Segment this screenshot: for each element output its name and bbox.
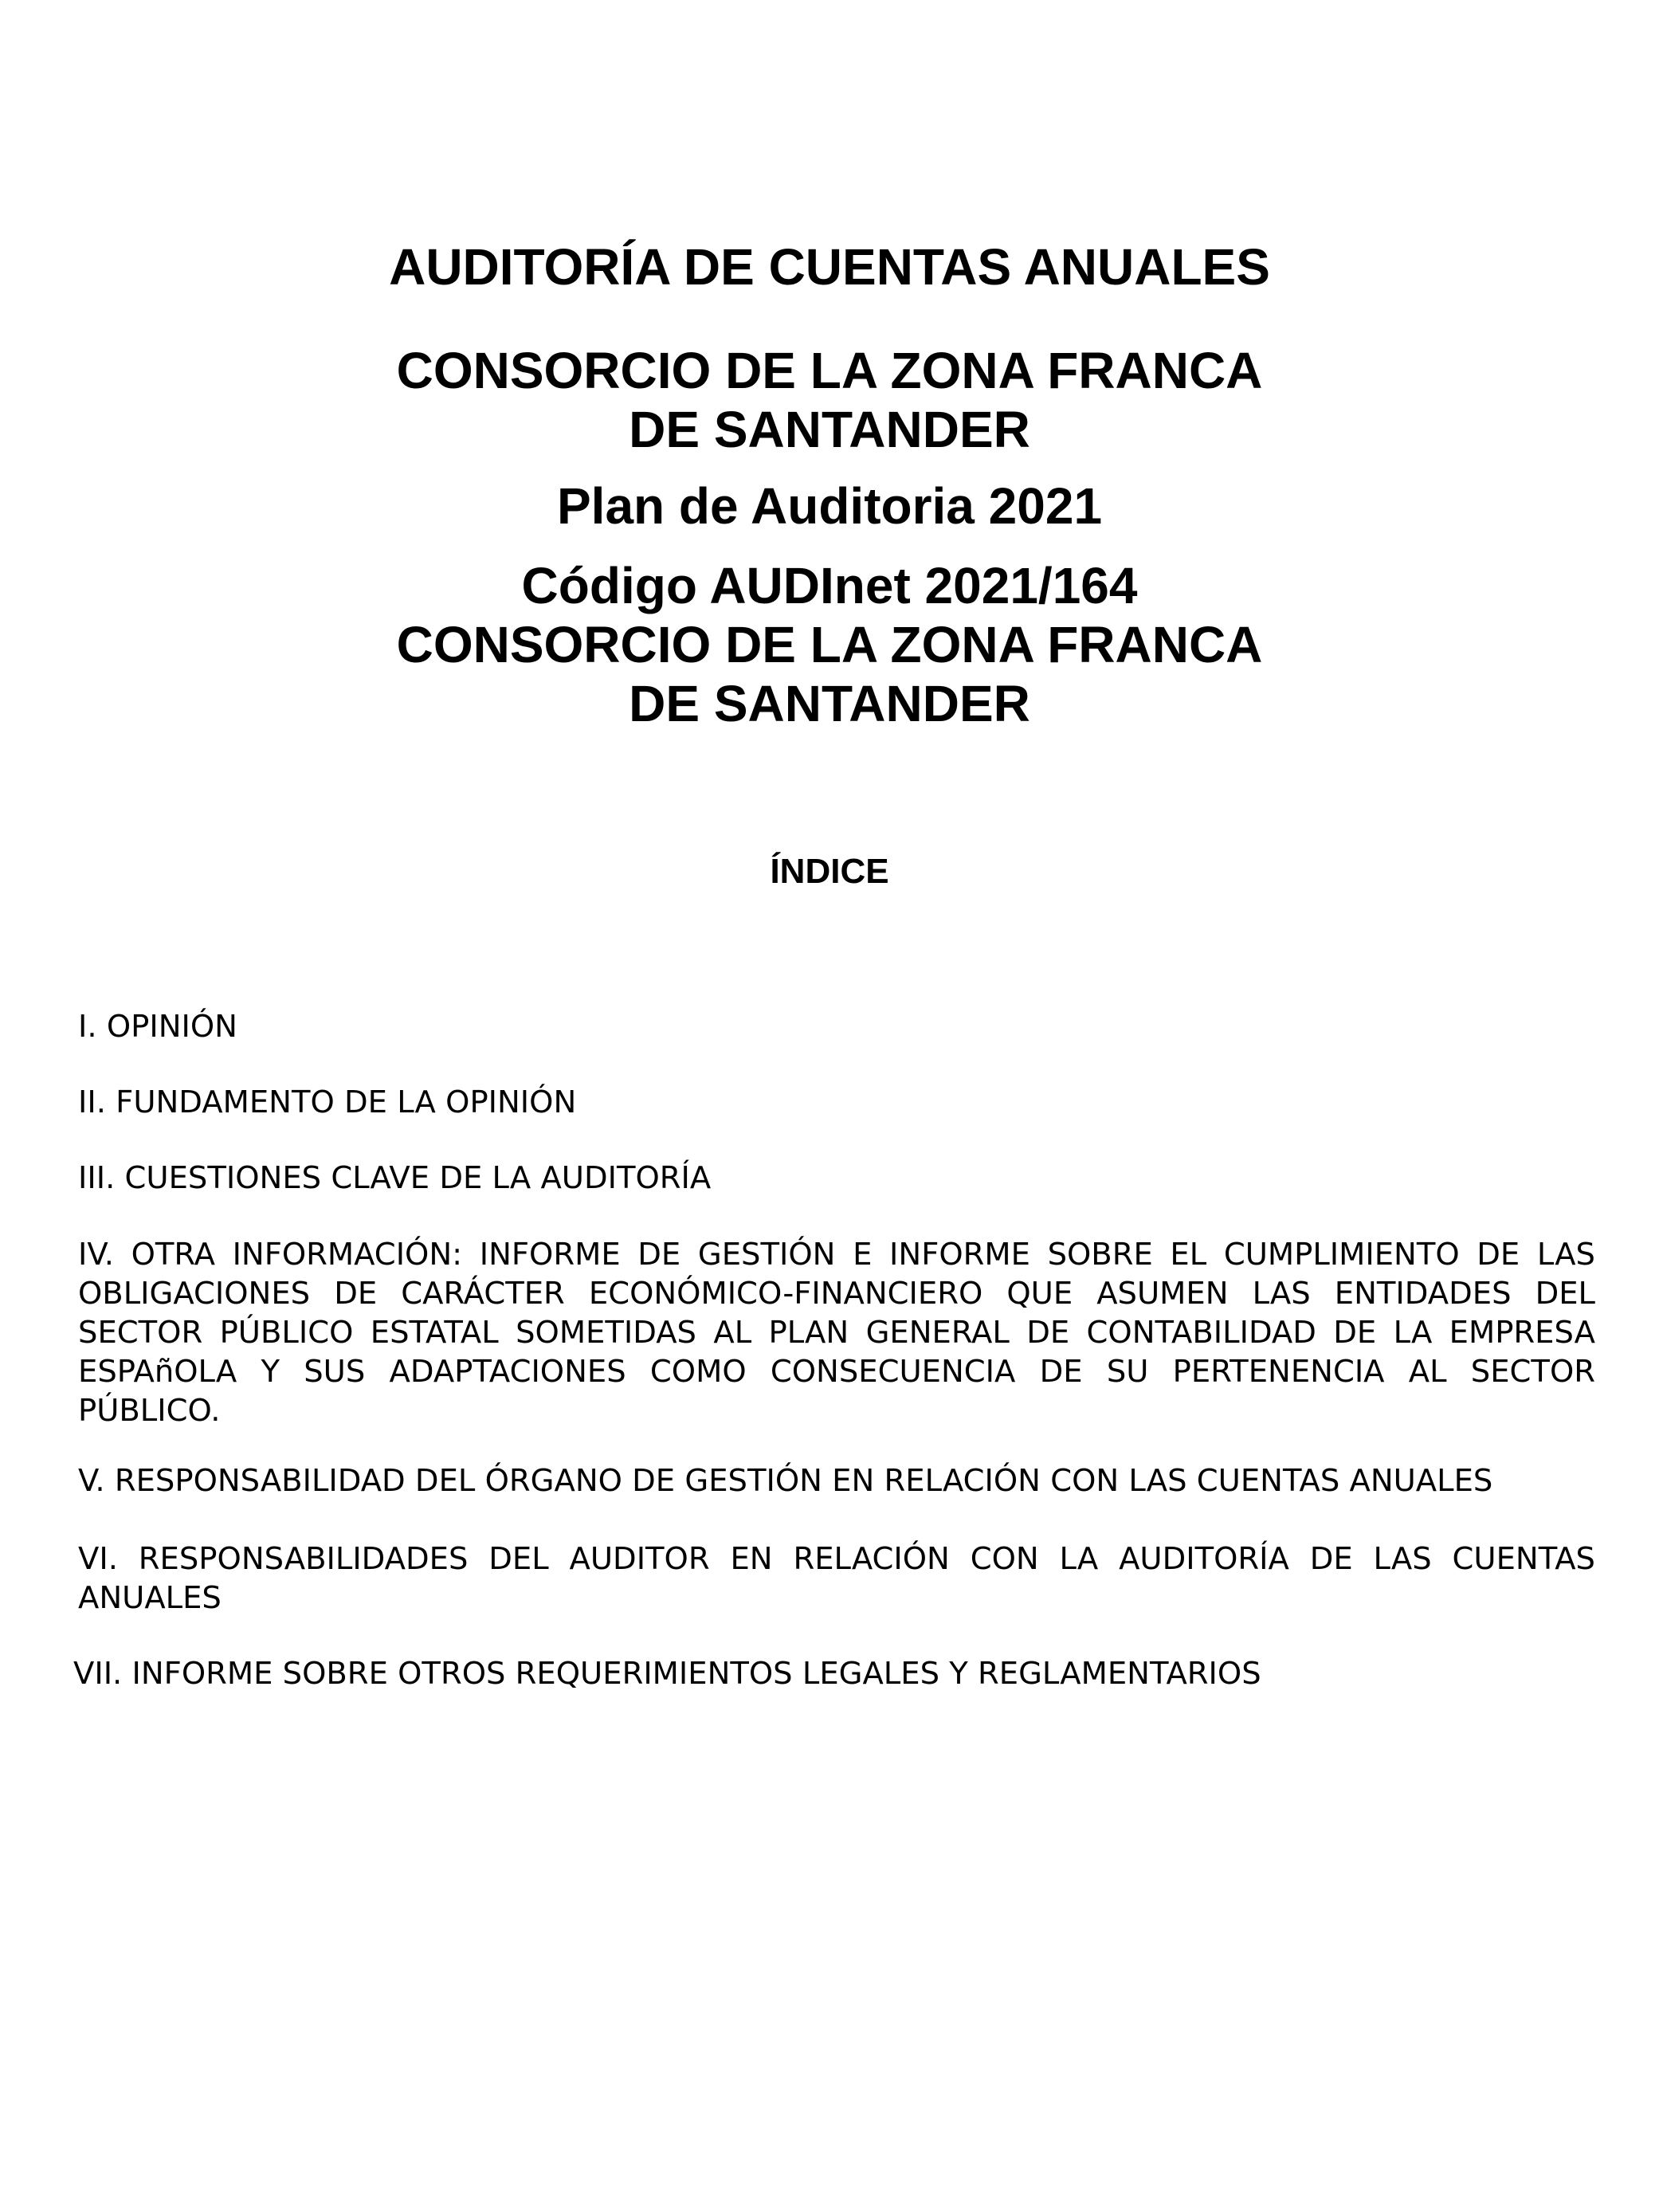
toc-item-2: II. FUNDAMENTO DE LA OPINIÓN bbox=[78, 1084, 577, 1120]
toc-item-4: IV. OTRA INFORMACIÓN: INFORME DE GESTIÓN E INFORME SOBRE EL CUMPLIMIENTO DE LAS OBLIGACIONES DE CARÁCTER ECONÓMICO-FINANCIERO QUE ASUMEN LAS ENTIDADES DEL SECTOR PÚBLICO ESTATAL SOMETIDAS AL PLAN GENERAL DE CONTABILIDAD DE LA EMPRESA ESPAñOLA Y SUS ADAPTACIONES COMO CONSECUENCIA DE SU PERTENENCIA AL SECTOR PÚBLICO. bbox=[78, 1237, 1595, 1429]
toc-item-1: I. OPINIÓN bbox=[78, 1009, 237, 1045]
toc-item-3: III. CUESTIONES CLAVE DE LA AUDITORÍA bbox=[78, 1160, 712, 1196]
document-title: AUDITORÍA DE CUENTAS ANUALES bbox=[389, 238, 1270, 296]
entity-name-line-1: CONSORCIO DE LA ZONA FRANCA bbox=[396, 342, 1263, 399]
entity-name-line-2: DE SANTANDER bbox=[629, 401, 1030, 458]
entity-name-block bbox=[0, 341, 1659, 459]
audit-plan-label: Plan de Auditoria 2021 bbox=[556, 477, 1103, 535]
audinet-entity-line-2: DE SANTANDER bbox=[629, 675, 1030, 732]
audinet-code-block bbox=[0, 556, 1659, 733]
toc-item-6: VI. RESPONSABILIDADES DEL AUDITOR EN RELACIÓN CON LA AUDITORÍA DE LAS CUENTAS ANUALES bbox=[78, 1541, 1595, 1616]
toc-item-7: VII. INFORME SOBRE OTROS REQUERIMIENTOS LEGALES Y REGLAMENTARIOS bbox=[73, 1656, 1261, 1692]
audinet-code: Código AUDInet 2021/164 bbox=[521, 557, 1138, 614]
toc-item-5: V. RESPONSABILIDAD DEL ÓRGANO DE GESTIÓN EN RELACIÓN CON LAS CUENTAS ANUALES bbox=[78, 1463, 1493, 1499]
audinet-entity-line-1: CONSORCIO DE LA ZONA FRANCA bbox=[396, 616, 1263, 673]
index-heading: ÍNDICE bbox=[770, 852, 889, 891]
